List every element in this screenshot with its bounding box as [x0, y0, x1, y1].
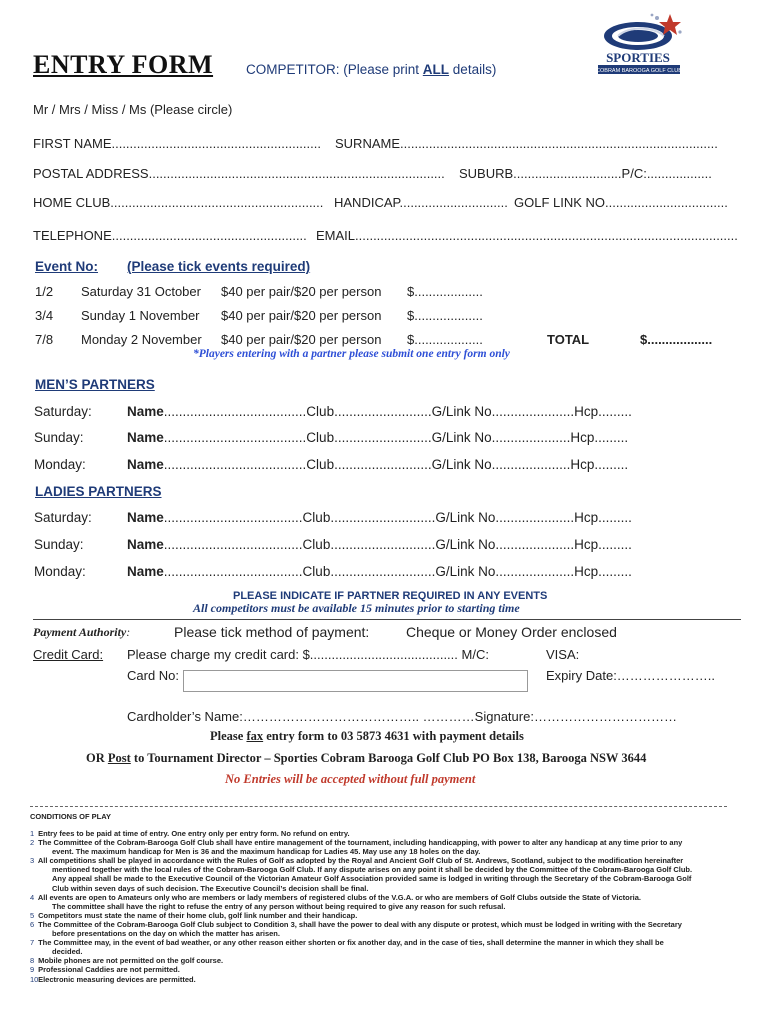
credit-card-label: Credit Card: — [33, 647, 104, 662]
email-field[interactable]: EMAIL.......................................................................................................... — [316, 228, 738, 243]
event-number: 3/4 — [35, 308, 54, 323]
event-price: $40 per pair/$20 per person — [221, 332, 382, 347]
logo-graphic — [594, 10, 686, 76]
partner-details-field[interactable]: ......................................Club..........................G/Link No......................Hcp......... — [163, 404, 632, 419]
condition-item — [30, 902, 735, 911]
condition-text: Mobile phones are not permitted on the golf course. — [38, 956, 224, 966]
condition-text: decided. — [52, 947, 83, 957]
mens-partners-heading: MEN’S PARTNERS — [35, 377, 155, 392]
handicap-field[interactable]: HANDICAP.............................. — [334, 195, 508, 210]
condition-number: 5 — [30, 910, 35, 920]
ladies-partner-day: Saturday: — [34, 510, 92, 525]
partner-details-field[interactable]: ......................................Club..........................G/Link No.....................Hcp......... — [163, 457, 629, 472]
event-day: Sunday 1 November — [81, 308, 200, 323]
form-title: ENTRY FORM — [33, 50, 214, 79]
condition-text: Entry fees to be paid at time of entry. One entry only per entry form. No refund on entry. — [38, 829, 350, 838]
mens-partner-day: Sunday: — [34, 430, 84, 445]
event-price: $40 per pair/$20 per person — [221, 284, 382, 299]
condition-text: event. The maximum handicap for Men is 36 and the maximum handicap for Ladies 45. May use any 18 holes on the day. — [52, 847, 481, 857]
condition-item — [30, 911, 735, 920]
event-day: Saturday 31 October — [81, 284, 201, 299]
ladies-partner-day: Monday: — [34, 564, 86, 579]
condition-item — [30, 929, 735, 938]
condition-text: Professional Caddies are not permitted. — [38, 965, 180, 975]
charge-card-field[interactable]: Please charge my credit card: $......................................... M/C: — [127, 647, 489, 662]
ladies-partner-day: Sunday: — [34, 537, 84, 552]
condition-item — [30, 965, 735, 974]
conditions-heading: CONDITIONS OF PLAY — [30, 812, 111, 821]
partner-note: *Players entering with a partner please submit one entry form only — [193, 348, 510, 360]
partner-details-field[interactable]: ......................................Club..........................G/Link No.....................Hcp......... — [163, 430, 629, 445]
partner-required-notice: PLEASE INDICATE IF PARTNER REQUIRED IN ANY EVENTS — [233, 590, 548, 602]
event-amount[interactable]: $................... — [407, 284, 483, 299]
dashed-divider — [30, 806, 727, 807]
competitor-instruction: COMPETITOR: (Please print ALL details) — [246, 62, 497, 77]
condition-text: mentioned together with the local rules of the Cobram-Barooga Golf Club. If any dispute arises on any point it shall be decided by the Committee of the Cobram-Barooga Golf Club. — [52, 865, 693, 875]
condition-number: 3 — [30, 856, 35, 866]
sporties-logo — [594, 10, 686, 76]
partner-details-field[interactable]: .....................................Club............................G/Link No.....................Hcp......... — [163, 564, 632, 579]
no-entries-warning: No Entries will be accepted without full payment — [225, 772, 476, 786]
cardholder-signature-field[interactable]: Cardholder’s Name:………………………………….. …………Signature:…………………………… — [127, 709, 677, 724]
card-number-input[interactable] — [183, 670, 528, 692]
fax-instruction: Please fax entry form to 03 5873 4631 with payment details — [210, 729, 524, 743]
event-no-heading: Event No: — [35, 259, 99, 274]
event-number: 7/8 — [35, 332, 54, 347]
postal-address-field[interactable]: POSTAL ADDRESS.................................................................................. — [33, 166, 445, 181]
mens-partner-entry[interactable] — [127, 457, 628, 472]
partner-name-label: Name — [127, 457, 164, 472]
condition-number: 1 — [30, 829, 35, 838]
partner-name-label: Name — [127, 404, 164, 419]
condition-item — [30, 956, 735, 965]
condition-text: Electronic measuring devices are permitted. — [38, 974, 196, 984]
condition-text: The committee shall have the right to refuse the entry of any person without being required to give any reason for such refusal. — [52, 901, 506, 911]
condition-number: 4 — [30, 892, 35, 902]
condition-number: 7 — [30, 938, 35, 948]
partner-name-label: Name — [127, 537, 164, 552]
condition-number: 10 — [30, 974, 39, 984]
golf-link-field[interactable]: GOLF LINK NO.................................. — [514, 195, 728, 210]
surname-field[interactable]: SURNAME........................................................................................ — [335, 136, 718, 151]
condition-number: 6 — [30, 919, 35, 929]
condition-item — [30, 856, 735, 865]
event-price: $40 per pair/$20 per person — [221, 308, 382, 323]
logo-text: SPORTIES — [606, 50, 670, 65]
condition-item — [30, 938, 735, 947]
condition-text: Competitors must state the name of their home club, golf link number and their handicap. — [38, 910, 358, 920]
mens-partner-day: Monday: — [34, 457, 86, 472]
mens-partner-entry[interactable] — [127, 404, 632, 419]
condition-text: The Committee of the Cobram-Barooga Golf Club shall have entire management of the tournament, including handicapping, with power to alter any handicap at any time prior to any — [38, 838, 683, 848]
availability-notice: All competitors must be available 15 minutes prior to starting time — [193, 601, 520, 615]
event-number: 1/2 — [35, 284, 54, 299]
condition-number: 9 — [30, 965, 35, 975]
ladies-partner-entry[interactable] — [127, 564, 632, 579]
tick-method-label: Please tick method of payment: — [174, 624, 370, 640]
mens-partner-entry[interactable] — [127, 430, 628, 445]
conditions-list — [30, 829, 735, 984]
ladies-partner-entry[interactable] — [127, 510, 632, 525]
event-amount[interactable]: $................... — [407, 332, 483, 347]
condition-item — [30, 865, 735, 874]
partner-name-label: Name — [127, 430, 164, 445]
ladies-partners-heading: LADIES PARTNERS — [35, 484, 162, 499]
condition-text: Any appeal shall be made to the Executive Council of the Victorian Amateur Golf Association provided same is lodged in writing through the Secretary of the Cobram-Barooga Golf — [52, 874, 692, 884]
home-club-field[interactable]: HOME CLUB........................................................... — [33, 195, 324, 210]
condition-text: All competitions shall be played in accordance with the Rules of Golf as adopted by the Royal and Ancient Golf Club of St. Andrews, Scotland, subject to the modification hereinafter — [37, 856, 684, 866]
condition-item — [30, 838, 735, 847]
telephone-field[interactable]: TELEPHONE...................................................... — [33, 228, 307, 243]
condition-text: The Committee may, in the event of bad weather, or any other reason either shorten or fix another day, and in the case of ties, shall determine the manner in which they shall be — [38, 938, 664, 948]
condition-item — [30, 884, 735, 893]
partner-name-label: Name — [127, 510, 164, 525]
logo-subtext: COBRAM BAROOGA GOLF CLUB — [596, 68, 682, 74]
condition-item — [30, 975, 735, 984]
condition-item — [30, 829, 735, 838]
suburb-pc-field[interactable]: SUBURB..............................P/C:.................. — [459, 166, 712, 181]
condition-number: 8 — [30, 956, 35, 966]
expiry-date-field[interactable]: Expiry Date:………………….. — [546, 668, 716, 683]
condition-item — [30, 874, 735, 883]
card-no-label: Card No: — [127, 668, 180, 683]
total-label: TOTAL — [547, 332, 590, 347]
condition-text: All events are open to Amateurs only who are members or lady members of registered clubs of the V.G.A. or who are members of Golf Clubs outside the State of Victoria. — [37, 892, 642, 902]
first-name-field[interactable]: FIRST NAME.......................................................... — [33, 136, 321, 151]
partner-name-label: Name — [127, 564, 164, 579]
condition-number: 2 — [30, 838, 35, 848]
total-value[interactable]: $.................. — [640, 332, 713, 347]
post-instruction: OR Post to Tournament Director – Sporties Cobram Barooga Golf Club PO Box 138, Barooga NSW 3644 — [86, 751, 647, 765]
condition-item — [30, 847, 735, 856]
payment-authority-label: Payment Authority: — [33, 625, 131, 639]
cheque-option[interactable]: Cheque or Money Order enclosed — [406, 624, 617, 640]
event-tick-heading: (Please tick events required) — [127, 259, 311, 274]
condition-text: Club within seven days of such decision. The Executive Council’s decision shall be final. — [52, 883, 369, 893]
condition-item — [30, 893, 735, 902]
condition-item — [30, 947, 735, 956]
condition-text: before presentations on the day on which the matter has arisen. — [52, 929, 280, 939]
event-day: Monday 2 November — [81, 332, 202, 347]
ladies-partner-entry[interactable] — [127, 537, 632, 552]
partner-details-field[interactable]: .....................................Club............................G/Link No.....................Hcp......... — [163, 510, 632, 525]
condition-item — [30, 920, 735, 929]
partner-details-field[interactable]: .....................................Club............................G/Link No.....................Hcp......... — [163, 537, 632, 552]
visa-option[interactable]: VISA: — [546, 647, 580, 662]
salutation-field[interactable]: Mr / Mrs / Miss / Ms (Please circle) — [33, 102, 233, 117]
section-divider — [33, 619, 741, 620]
condition-text: The Committee of the Cobram-Barooga Golf Club subject to Condition 3, shall have the power to deal with any dispute or protest, which must be lodged in writing with the Secretary — [38, 919, 682, 929]
event-amount[interactable]: $................... — [407, 308, 483, 323]
mens-partner-day: Saturday: — [34, 404, 92, 419]
